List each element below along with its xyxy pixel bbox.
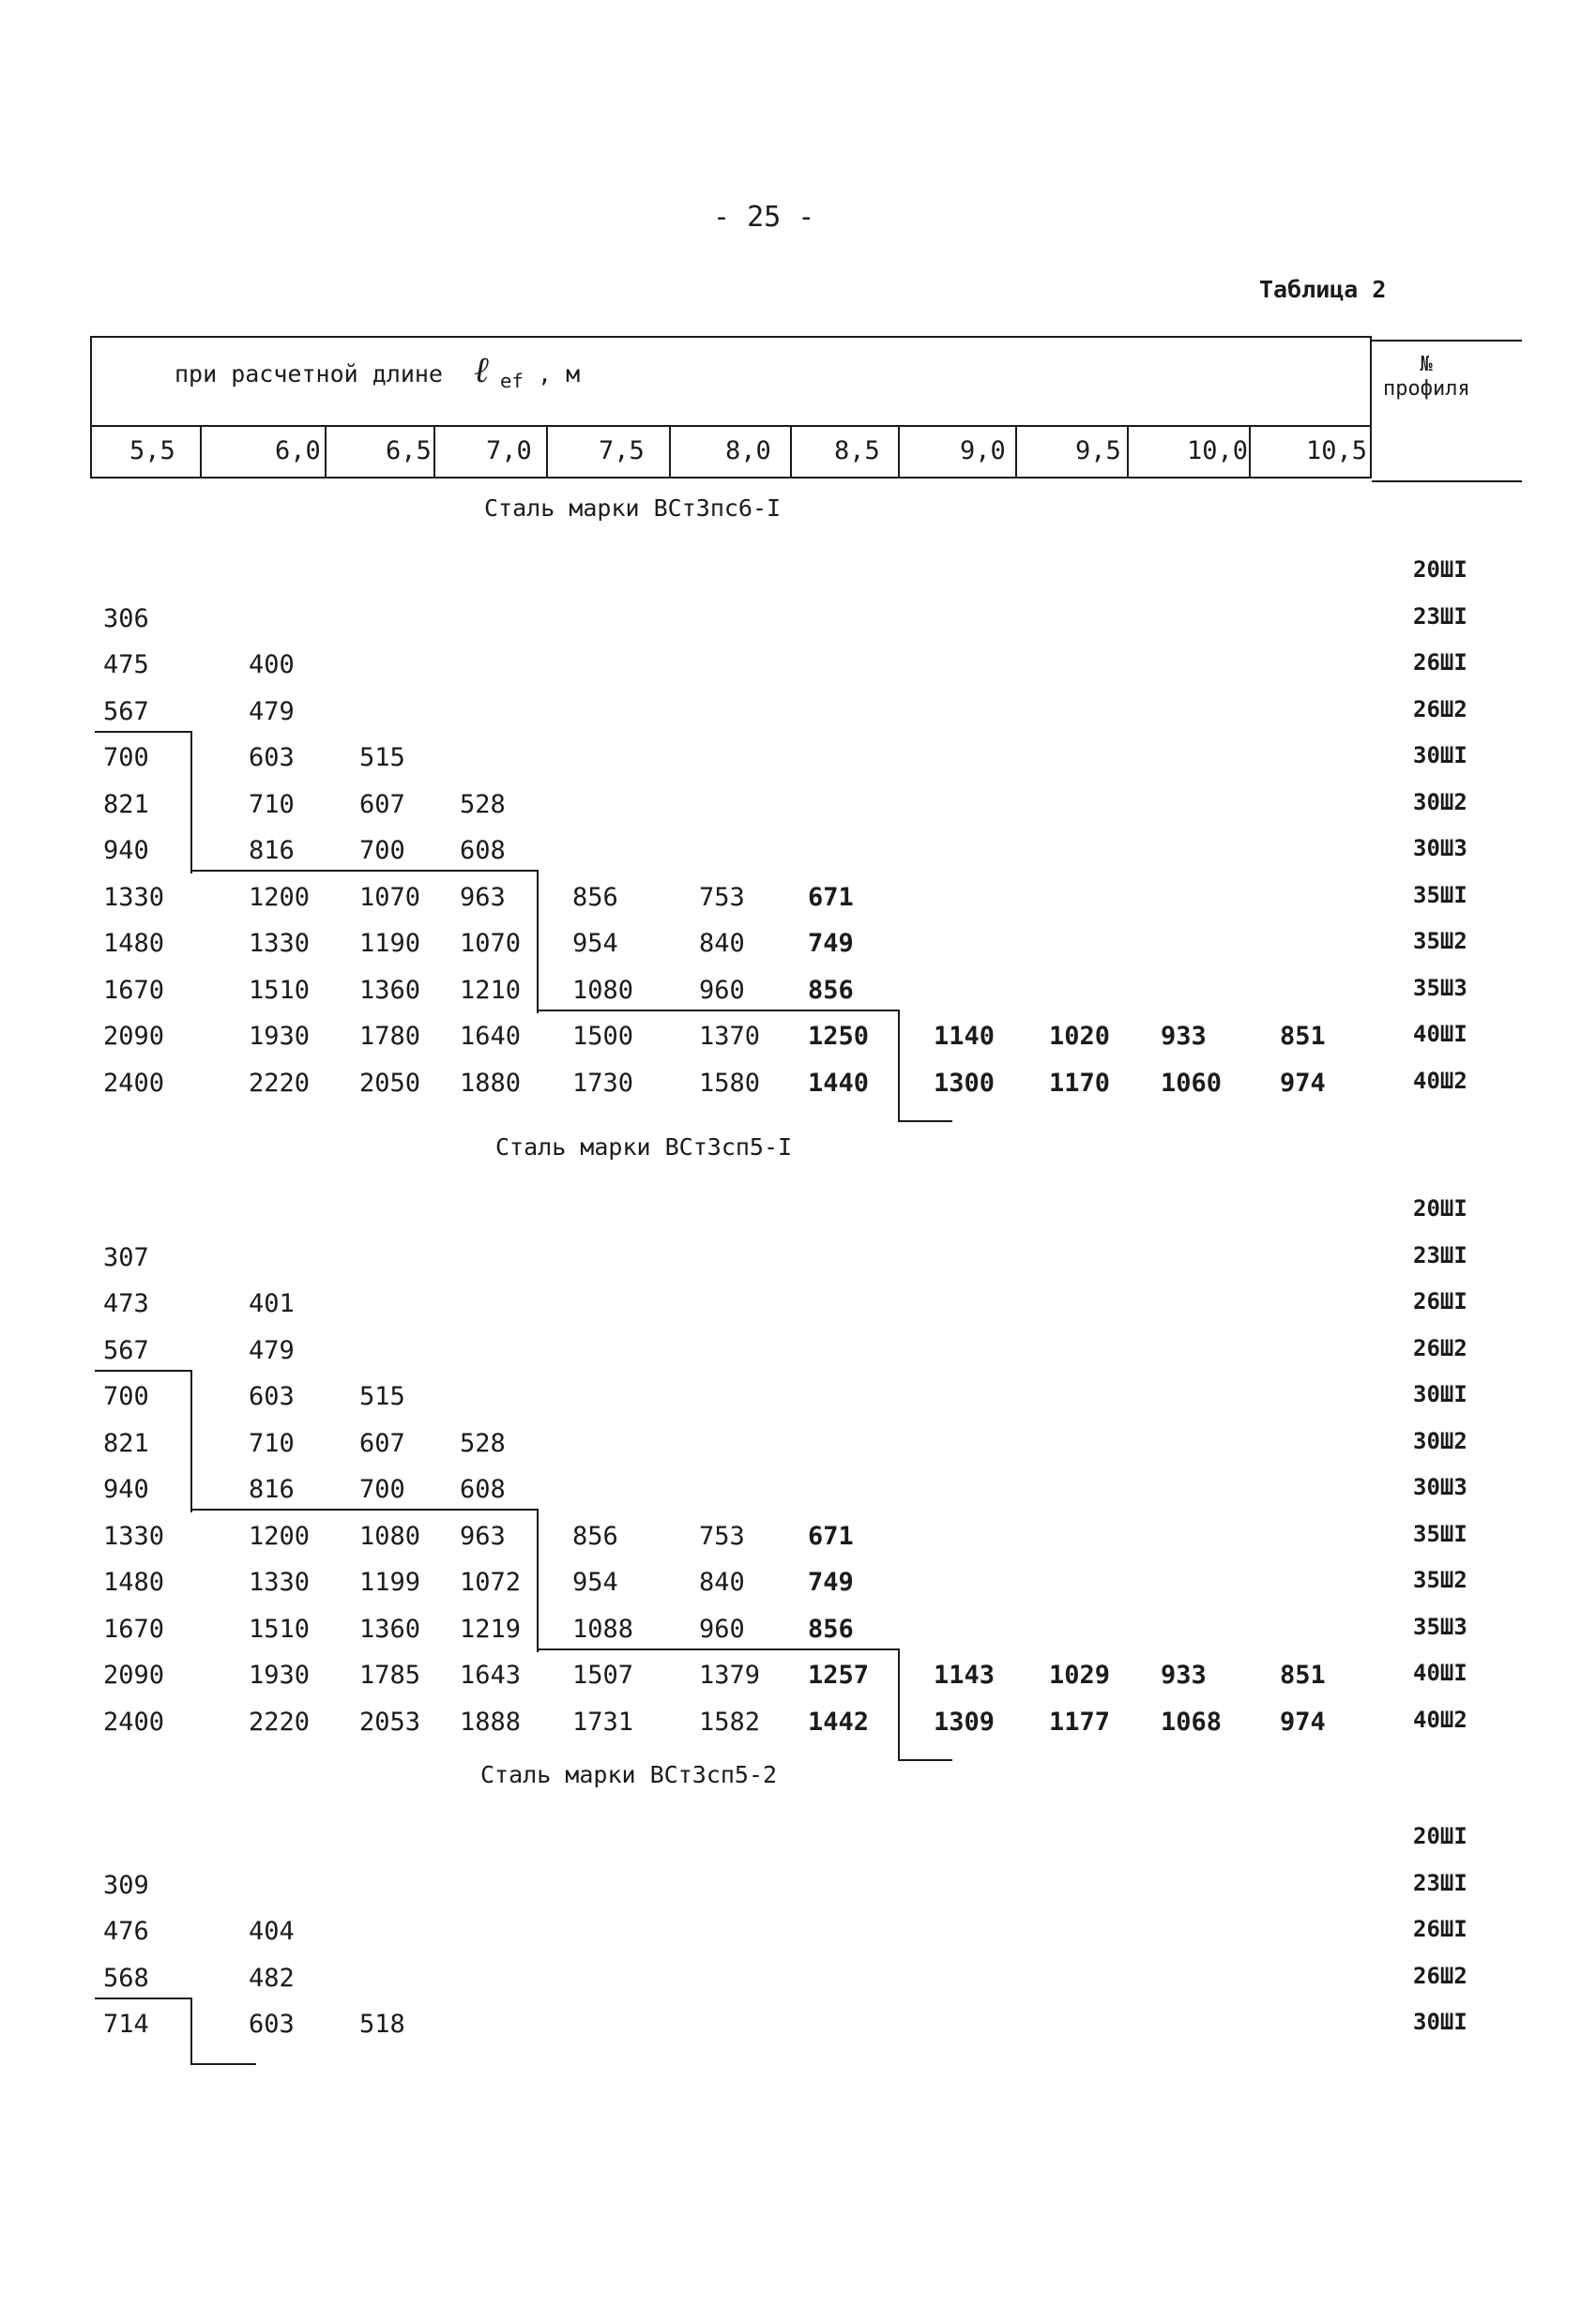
length-8: 9,0 [960,436,1006,465]
boundary-rule [95,1370,192,1372]
profile-label: 40Ш2 [1413,1067,1467,1094]
value-cell: 816 [249,1475,295,1504]
profile-label: 20ШI [1413,1195,1467,1222]
value-cell: 700 [359,1475,405,1504]
value-cell: 749 [808,929,854,958]
header-bottom-rule [90,477,1372,479]
header-column-divider-2 [325,427,327,477]
header-column-divider-5 [669,427,671,477]
value-cell: 1480 [103,1568,165,1597]
value-cell: 1219 [460,1614,522,1644]
value-cell: 700 [359,836,405,865]
value-cell: 1510 [249,1614,311,1644]
profile-label: 35Ш2 [1413,1567,1467,1593]
value-cell: 963 [460,1521,506,1551]
value-cell: 714 [103,2010,149,2039]
value-cell: 1480 [103,929,165,958]
boundary-rule [537,870,539,1013]
profile-label: 40ШI [1413,1660,1467,1686]
length-6: 8,0 [725,436,771,465]
profile-label: 30Ш3 [1413,835,1467,861]
value-cell: 2050 [359,1068,421,1098]
profile-label: 20ШI [1413,556,1467,583]
value-cell: 603 [249,1382,295,1411]
boundary-rule [95,1998,192,1999]
value-cell: 1640 [460,1022,522,1051]
value-cell: 1643 [460,1661,522,1690]
value-cell: 1068 [1161,1707,1223,1737]
value-cell: 1500 [572,1022,634,1051]
header-column-divider-6 [790,427,792,477]
profile-label: 26Ш2 [1413,695,1467,722]
boundary-rule [898,1010,900,1121]
value-cell: 1190 [359,929,421,958]
value-cell: 1143 [934,1661,996,1690]
value-cell: 603 [249,743,295,772]
profile-label: 30Ш2 [1413,1427,1467,1454]
value-cell: 1930 [249,1022,311,1051]
value-cell: 607 [359,789,405,819]
value-cell: 2220 [249,1707,311,1737]
profile-label: 35ШI [1413,1520,1467,1547]
value-cell: 960 [699,975,745,1005]
value-cell: 476 [103,1917,149,1946]
value-cell: 974 [1280,1707,1326,1737]
boundary-rule [898,1759,952,1761]
value-cell: 515 [359,1382,405,1411]
value-cell: 671 [808,882,854,912]
value-cell: 1360 [359,1614,421,1644]
profile-label: 30ШI [1413,2009,1467,2035]
value-cell: 1442 [808,1707,870,1737]
length-5: 7,5 [599,436,645,465]
value-cell: 1080 [572,975,634,1005]
value-cell: 1379 [699,1661,761,1690]
value-cell: 753 [699,882,745,912]
value-cell: 479 [249,1335,295,1365]
value-cell: 515 [359,743,405,772]
profile-label: 35Ш3 [1413,974,1467,1001]
profile-label: 30Ш3 [1413,1474,1467,1500]
boundary-rule [537,1648,899,1650]
length-3: 6,5 [386,436,432,465]
length-11: 10,5 [1306,436,1368,465]
value-cell: 960 [699,1614,745,1644]
value-cell: 482 [249,1963,295,1993]
value-cell: 749 [808,1568,854,1597]
value-cell: 1360 [359,975,421,1005]
header-column-divider-10 [1249,427,1251,477]
header-column-divider-4 [546,427,548,477]
value-cell: 821 [103,789,149,819]
profile-label: 23ШI [1413,602,1467,630]
value-cell: 1020 [1049,1022,1111,1051]
boundary-rule [190,870,538,872]
value-cell: 1930 [249,1661,311,1690]
value-cell: 1080 [359,1521,421,1551]
value-cell: 2090 [103,1661,165,1690]
value-cell: 528 [460,789,506,819]
boundary-rule [537,1010,899,1011]
value-cell: 1510 [249,975,311,1005]
profile-label: 26Ш2 [1413,1334,1467,1361]
profile-label: 23ШI [1413,1869,1467,1896]
header-column-divider-8 [1015,427,1017,477]
profile-title: № профиля [1383,353,1470,401]
profile-label: 30Ш2 [1413,788,1467,815]
value-cell: 567 [103,1335,149,1365]
value-cell: 954 [572,929,618,958]
profile-label: 35Ш3 [1413,1613,1467,1640]
value-cell: 1731 [572,1707,634,1737]
value-cell: 856 [808,1614,854,1644]
value-cell: 954 [572,1568,618,1597]
value-cell: 2400 [103,1707,165,1737]
value-cell: 1200 [249,882,311,912]
value-cell: 568 [103,1963,149,1993]
value-cell: 1309 [934,1707,996,1737]
boundary-rule [95,731,192,733]
boundary-rule [190,1998,192,2065]
boundary-rule [898,1648,900,1760]
value-cell: 700 [103,743,149,772]
value-cell: 1330 [103,1521,165,1551]
value-cell: 1330 [103,882,165,912]
value-cell: 851 [1280,1022,1326,1051]
value-cell: 518 [359,2010,405,2039]
boundary-rule [537,1509,539,1652]
profile-label: 26ШI [1413,1916,1467,1942]
value-cell: 1200 [249,1521,311,1551]
value-cell: 475 [103,650,149,679]
value-cell: 1730 [572,1068,634,1098]
value-cell: 840 [699,929,745,958]
length-2: 6,0 [275,436,321,465]
profile-label: 26ШI [1413,649,1467,676]
value-cell: 306 [103,603,149,633]
value-cell: 479 [249,696,295,726]
length-10: 10,0 [1187,436,1249,465]
value-cell: 710 [249,789,295,819]
value-cell: 2090 [103,1022,165,1051]
value-cell: 700 [103,1382,149,1411]
profile-label: 40ШI [1413,1021,1467,1047]
value-cell: 1330 [249,1568,311,1597]
value-cell: 607 [359,1428,405,1458]
value-cell: 816 [249,836,295,865]
value-cell: 608 [460,836,506,865]
header-column-divider-7 [898,427,900,477]
profile-label: 26Ш2 [1413,1962,1467,1989]
length-label: при расчетной длине [175,360,443,387]
table-caption: Таблица 2 [1259,276,1387,303]
value-cell: 1370 [699,1022,761,1051]
value-cell: 1580 [699,1068,761,1098]
value-cell: 608 [460,1475,506,1504]
value-cell: 933 [1161,1661,1207,1690]
value-cell: 1507 [572,1661,634,1690]
section-title-1: Сталь марки ВСт3пс6-I [484,494,782,522]
value-cell: 1250 [808,1022,870,1051]
length-symbol: ℓ [474,349,489,390]
value-cell: 603 [249,2010,295,2039]
value-cell: 821 [103,1428,149,1458]
header-column-divider-3 [433,427,435,477]
value-cell: 1670 [103,975,165,1005]
value-cell: 1257 [808,1661,870,1690]
header-column-divider-9 [1127,427,1129,477]
value-cell: 974 [1280,1068,1326,1098]
value-cell: 840 [699,1568,745,1597]
header-right-rule [1372,340,1522,342]
profile-label: 20ШI [1413,1823,1467,1849]
value-cell: 1070 [460,929,522,958]
header-right-bottom-rule [1372,480,1522,482]
value-cell: 856 [572,1521,618,1551]
profile-label: 23ШI [1413,1241,1467,1268]
value-cell: 1888 [460,1707,522,1737]
value-cell: 1070 [359,882,421,912]
value-cell: 753 [699,1521,745,1551]
value-cell: 1029 [1049,1661,1111,1690]
value-cell: 1780 [359,1022,421,1051]
value-cell: 856 [572,882,618,912]
length-subscript: ef [499,370,524,392]
value-cell: 2400 [103,1068,165,1098]
length-9: 9,5 [1075,436,1121,465]
value-cell: 1582 [699,1707,761,1737]
value-cell: 963 [460,882,506,912]
value-cell: 309 [103,1870,149,1900]
boundary-rule [898,1120,952,1122]
value-cell: 1785 [359,1661,421,1690]
value-cell: 307 [103,1242,149,1272]
value-cell: 1072 [460,1568,522,1597]
section-title-2: Сталь марки ВСт3сп5-I [495,1133,793,1161]
boundary-rule [190,1509,538,1511]
value-cell: 1088 [572,1614,634,1644]
value-cell: 1210 [460,975,522,1005]
value-cell: 404 [249,1917,295,1946]
length-1: 5,5 [129,436,175,465]
length-7: 8,5 [834,436,880,465]
value-cell: 940 [103,1475,149,1504]
value-cell: 1140 [934,1022,996,1051]
section-title-3: Сталь марки ВСт3сп5-2 [480,1761,778,1788]
profile-label: 40Ш2 [1413,1706,1467,1733]
value-cell: 1199 [359,1568,421,1597]
header-divider [90,425,1372,427]
value-cell: 1440 [808,1068,870,1098]
value-cell: 933 [1161,1022,1207,1051]
value-cell: 567 [103,696,149,726]
profile-label: 35Ш2 [1413,928,1467,954]
profile-label: 35ШI [1413,881,1467,908]
value-cell: 473 [103,1289,149,1318]
value-cell: 2053 [359,1707,421,1737]
value-cell: 1060 [1161,1068,1223,1098]
profile-label: 30ШI [1413,1381,1467,1407]
length-unit: , м [538,360,581,387]
value-cell: 851 [1280,1661,1326,1690]
profile-label: 26ШI [1413,1288,1467,1314]
value-cell: 400 [249,650,295,679]
boundary-rule [190,731,192,874]
value-cell: 401 [249,1289,295,1318]
value-cell: 2220 [249,1068,311,1098]
value-cell: 1177 [1049,1707,1111,1737]
value-cell: 1330 [249,929,311,958]
value-cell: 528 [460,1428,506,1458]
value-cell: 1170 [1049,1068,1111,1098]
value-cell: 1880 [460,1068,522,1098]
value-cell: 856 [808,975,854,1005]
page-number: - 25 - [713,201,815,234]
header-column-divider-1 [200,427,202,477]
boundary-rule [190,2063,256,2065]
length-title [175,349,580,392]
value-cell: 710 [249,1428,295,1458]
value-cell: 671 [808,1521,854,1551]
value-cell: 1670 [103,1614,165,1644]
length-4: 7,0 [486,436,532,465]
profile-label: 30ШI [1413,742,1467,768]
boundary-rule [190,1370,192,1513]
value-cell: 940 [103,836,149,865]
value-cell: 1300 [934,1068,996,1098]
